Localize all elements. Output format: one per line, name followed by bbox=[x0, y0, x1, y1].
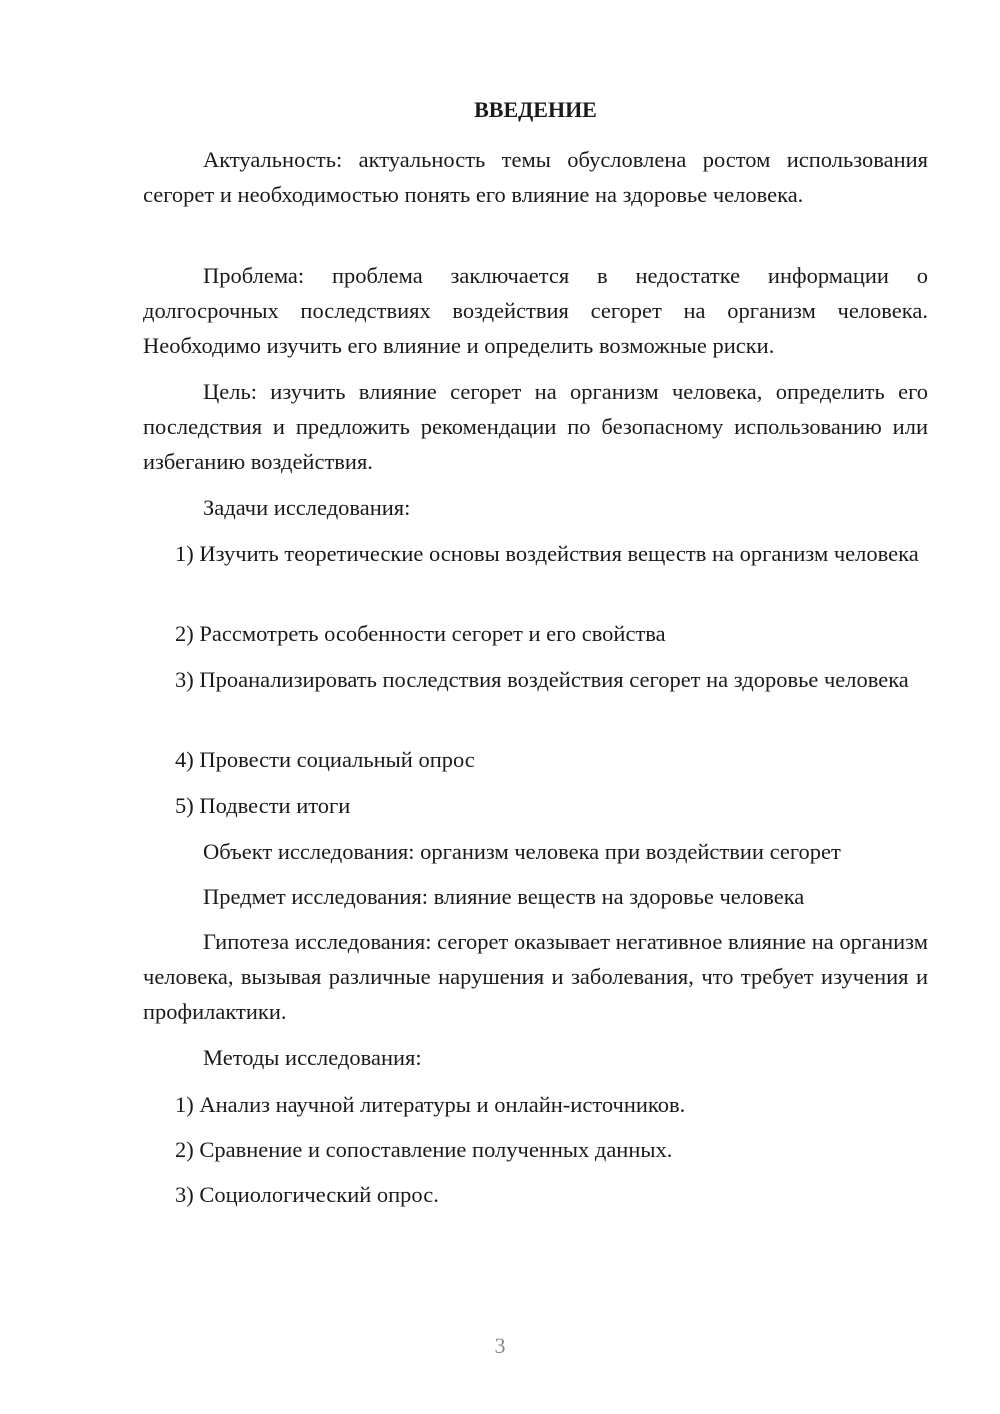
task-item: 5) Подвести итоги bbox=[175, 793, 351, 818]
method-item: 2) Сравнение и сопоставление полученных данных. bbox=[175, 1137, 673, 1162]
object-paragraph: Объект исследования: организм человека при воздействии сегорет bbox=[203, 839, 841, 864]
goal-paragraph: Цель: изучить влияние сегорет на организм человека, определить его последствия и предложить рекомендации по безопасному использованию или избеганию воздействия. bbox=[143, 379, 928, 474]
page-number: 3 bbox=[494, 1333, 506, 1358]
task-item: 1) Изучить теоретические основы воздействия веществ на организм человека bbox=[175, 541, 919, 566]
method-item: 1) Анализ научной литературы и онлайн-источников. bbox=[175, 1092, 686, 1117]
methods-heading: Методы исследования: bbox=[203, 1045, 422, 1070]
task-item: 4) Провести социальный опрос bbox=[175, 747, 475, 772]
problem-paragraph: Проблема: проблема заключается в недостатке информации о долгосрочных последствиях воздействия сегорет на организм человека. Необходимо изучить его влияние и определить возможные риски. bbox=[143, 263, 928, 358]
task-item: 3) Проанализировать последствия воздействия сегорет на здоровье человека bbox=[175, 667, 909, 692]
task-item: 2) Рассмотреть особенности сегорет и его свойства bbox=[175, 621, 666, 646]
method-item: 3) Социологический опрос. bbox=[175, 1182, 439, 1207]
relevance-paragraph: Актуальность: актуальность темы обусловлена ростом использования сегорет и необходимостью понять его влияние на здоровье человека. bbox=[143, 147, 928, 207]
subject-paragraph: Предмет исследования: влияние веществ на здоровье человека bbox=[203, 884, 805, 909]
tasks-heading: Задачи исследования: bbox=[203, 495, 411, 520]
hypothesis-paragraph: Гипотеза исследования: сегорет оказывает негативное влияние на организм человека, вызывая различные нарушения и заболевания, что требует изучения и профилактики. bbox=[143, 929, 928, 1024]
section-heading: ВВЕДЕНИЕ bbox=[474, 97, 597, 122]
